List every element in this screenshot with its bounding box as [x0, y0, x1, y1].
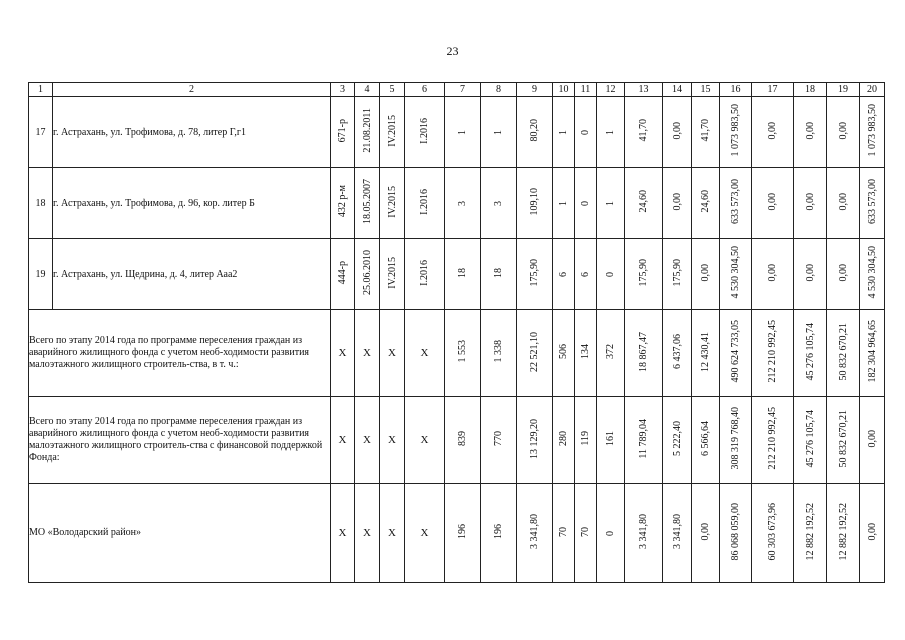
- value-cell: [692, 484, 720, 583]
- value-cell: [827, 310, 860, 397]
- value-text: 0,00: [837, 121, 849, 140]
- value-text: 6: [558, 271, 569, 277]
- value-cell: [720, 397, 752, 484]
- value-cell: [575, 239, 597, 310]
- value-cell: [331, 397, 355, 484]
- value-text: 0,00: [767, 121, 778, 140]
- x-mark: X: [420, 527, 429, 539]
- value-text: 0: [605, 530, 616, 536]
- value-cell: [575, 97, 597, 168]
- header-cell: 7: [445, 83, 481, 97]
- value-text: 0,00: [804, 192, 816, 211]
- header-cell: 8: [481, 83, 517, 97]
- value-cell: [860, 97, 885, 168]
- value-text: 196: [493, 524, 504, 539]
- value-text: 12 882 192,52: [804, 502, 816, 561]
- value-text: 80,20: [529, 119, 540, 142]
- header-cell: 6: [405, 83, 445, 97]
- value-cell: [405, 310, 445, 397]
- value-text: 175,90: [671, 258, 683, 287]
- header-cell: 17: [752, 83, 794, 97]
- value-cell: [445, 484, 481, 583]
- total-label: Всего по этапу 2014 года по программе переселения граждан из аварийного жилищного фонда с учетом необ-ходимости развития малоэтажного жилищного строитель-ства с финансовой поддержкой Фонда:: [29, 397, 331, 484]
- value-cell: [663, 239, 692, 310]
- value-cell: [380, 168, 405, 239]
- value-text: 0,00: [767, 192, 778, 211]
- value-text: 22 521,10: [529, 331, 540, 372]
- value-cell: [445, 310, 481, 397]
- value-text: 506: [558, 344, 569, 359]
- row-number: 19: [29, 239, 53, 310]
- value-cell: [517, 97, 553, 168]
- value-text: 70: [558, 526, 569, 537]
- value-cell: [625, 484, 663, 583]
- value-text: 50 832 670,21: [837, 322, 849, 381]
- value-cell: [752, 397, 794, 484]
- value-cell: [445, 168, 481, 239]
- value-cell: [752, 97, 794, 168]
- x-mark: X: [338, 347, 347, 359]
- value-text: 3 341,80: [671, 514, 683, 549]
- value-cell: [517, 310, 553, 397]
- value-cell: [405, 397, 445, 484]
- value-text: 3: [457, 200, 468, 206]
- value-cell: [794, 168, 827, 239]
- header-cell: 1: [29, 83, 53, 97]
- value-cell: [663, 97, 692, 168]
- value-text: 0,00: [837, 263, 849, 282]
- value-text: 432 р-м: [337, 185, 348, 218]
- value-text: 770: [493, 431, 504, 446]
- value-cell: [663, 168, 692, 239]
- value-text: 18: [493, 267, 504, 278]
- value-text: 4 530 304,50: [866, 246, 878, 299]
- value-text: 1: [605, 129, 616, 135]
- value-text: 196: [457, 524, 468, 539]
- value-cell: [720, 239, 752, 310]
- x-mark: X: [363, 434, 371, 446]
- value-cell: [625, 97, 663, 168]
- value-cell: [597, 310, 625, 397]
- value-text: 25.06.2010: [361, 250, 373, 295]
- value-text: 1 073 983,50: [730, 104, 741, 157]
- value-text: 280: [558, 431, 569, 446]
- value-text: 0: [580, 129, 591, 135]
- value-cell: [575, 168, 597, 239]
- value-text: 0: [580, 200, 591, 206]
- value-text: 6: [580, 271, 591, 277]
- header-cell: 4: [355, 83, 380, 97]
- value-text: 24,60: [700, 190, 711, 213]
- value-cell: [827, 97, 860, 168]
- value-cell: [355, 310, 380, 397]
- value-cell: [553, 97, 575, 168]
- value-text: 444-р: [337, 260, 348, 285]
- value-cell: [720, 168, 752, 239]
- value-cell: [827, 239, 860, 310]
- value-cell: [355, 484, 380, 583]
- data-table: [28, 82, 885, 583]
- value-cell: [692, 97, 720, 168]
- value-text: 11 789,04: [638, 418, 649, 459]
- value-text: 13 129,20: [529, 418, 540, 459]
- header-cell: 13: [625, 83, 663, 97]
- value-text: 1 073 983,50: [866, 104, 878, 157]
- value-text: 41,70: [638, 119, 649, 142]
- header-cell: 19: [827, 83, 860, 97]
- value-cell: [692, 310, 720, 397]
- value-text: 839: [457, 431, 468, 446]
- header-cell: 11: [575, 83, 597, 97]
- value-text: 86 068 059,00: [730, 502, 741, 561]
- value-cell: [355, 97, 380, 168]
- value-cell: [331, 97, 355, 168]
- value-text: 41,70: [700, 119, 711, 142]
- value-text: IV.2015: [386, 114, 398, 147]
- value-cell: [445, 97, 481, 168]
- header-cell: 9: [517, 83, 553, 97]
- value-text: I.2016: [419, 117, 430, 144]
- value-text: 633 573,00: [866, 179, 878, 224]
- x-mark: X: [420, 434, 429, 446]
- value-cell: [405, 97, 445, 168]
- value-text: 1: [457, 129, 468, 135]
- value-cell: [720, 484, 752, 583]
- row-number: 17: [29, 97, 53, 168]
- value-cell: [331, 239, 355, 310]
- value-cell: [481, 239, 517, 310]
- value-text: 633 573,00: [730, 179, 741, 224]
- value-cell: [405, 239, 445, 310]
- value-cell: [663, 397, 692, 484]
- value-cell: [517, 484, 553, 583]
- value-text: I.2016: [419, 259, 430, 286]
- value-cell: [692, 168, 720, 239]
- value-text: 0,00: [700, 263, 711, 282]
- value-text: 182 304 964,65: [866, 320, 878, 383]
- value-text: 490 624 733,05: [730, 320, 741, 383]
- value-text: 0,00: [700, 522, 711, 541]
- header-cell: 3: [331, 83, 355, 97]
- value-cell: [794, 397, 827, 484]
- value-cell: [575, 397, 597, 484]
- value-cell: [597, 484, 625, 583]
- value-text: 1: [605, 200, 616, 206]
- value-cell: [575, 484, 597, 583]
- value-text: 18: [457, 267, 468, 278]
- value-cell: [625, 168, 663, 239]
- value-cell: [380, 397, 405, 484]
- value-text: 175,90: [529, 258, 540, 287]
- value-cell: [597, 397, 625, 484]
- value-text: 671-р: [337, 118, 348, 143]
- value-cell: [517, 239, 553, 310]
- value-text: 18.05.2007: [361, 179, 373, 224]
- value-text: 0,00: [866, 522, 878, 541]
- value-cell: [720, 310, 752, 397]
- value-cell: [517, 397, 553, 484]
- value-text: IV.2015: [386, 185, 398, 218]
- value-text: 6 566,64: [700, 421, 711, 456]
- value-cell: [445, 239, 481, 310]
- value-text: 0,00: [804, 263, 816, 282]
- value-text: 1 553: [457, 340, 468, 363]
- value-cell: [481, 168, 517, 239]
- x-mark: X: [363, 347, 371, 359]
- value-text: 3 341,80: [638, 514, 649, 549]
- value-cell: [481, 310, 517, 397]
- header-cell: 15: [692, 83, 720, 97]
- x-mark: X: [338, 434, 347, 446]
- value-text: 109,10: [529, 187, 540, 216]
- header-cell: 18: [794, 83, 827, 97]
- value-cell: [663, 484, 692, 583]
- value-cell: [827, 168, 860, 239]
- value-cell: [445, 397, 481, 484]
- header-cell: 14: [663, 83, 692, 97]
- value-text: 134: [580, 344, 591, 359]
- value-text: 0,00: [837, 192, 849, 211]
- value-text: 1 338: [493, 340, 504, 363]
- value-cell: [860, 168, 885, 239]
- value-cell: [752, 484, 794, 583]
- value-cell: [720, 97, 752, 168]
- header-row: [29, 83, 885, 97]
- value-cell: [553, 168, 575, 239]
- x-mark: X: [420, 347, 429, 359]
- value-cell: [380, 484, 405, 583]
- total-row: [29, 310, 885, 397]
- value-cell: [553, 239, 575, 310]
- value-cell: [794, 97, 827, 168]
- value-text: 21.08.2011: [361, 108, 373, 153]
- row-number: 18: [29, 168, 53, 239]
- value-cell: [517, 168, 553, 239]
- table-row: [29, 97, 885, 168]
- value-cell: [794, 484, 827, 583]
- address-cell: г. Астрахань, ул. Щедрина, д. 4, литер Ааа2: [53, 239, 331, 310]
- value-text: 45 276 105,74: [804, 409, 816, 468]
- value-text: 1: [493, 129, 504, 135]
- value-cell: [752, 168, 794, 239]
- value-cell: [481, 97, 517, 168]
- x-mark: X: [388, 434, 396, 446]
- value-text: 119: [580, 431, 591, 446]
- value-text: 0,00: [804, 121, 816, 140]
- x-mark: X: [388, 527, 396, 539]
- value-text: 1: [558, 129, 569, 135]
- value-cell: [692, 239, 720, 310]
- value-text: 45 276 105,74: [804, 322, 816, 381]
- header-cell: 10: [553, 83, 575, 97]
- value-text: 5 222,40: [671, 421, 683, 456]
- value-cell: [380, 97, 405, 168]
- value-cell: [553, 310, 575, 397]
- header-cell: 16: [720, 83, 752, 97]
- value-cell: [827, 397, 860, 484]
- value-cell: [355, 239, 380, 310]
- value-cell: [597, 168, 625, 239]
- value-cell: [331, 484, 355, 583]
- value-cell: [692, 397, 720, 484]
- value-cell: [553, 397, 575, 484]
- value-text: I.2016: [419, 188, 430, 215]
- page-number: 23: [446, 44, 459, 58]
- x-mark: X: [388, 347, 396, 359]
- value-cell: [405, 484, 445, 583]
- value-cell: [625, 310, 663, 397]
- value-cell: [380, 239, 405, 310]
- value-cell: [625, 239, 663, 310]
- value-cell: [355, 168, 380, 239]
- address-cell: г. Астрахань, ул. Трофимова, д. 96, кор. литер Б: [53, 168, 331, 239]
- value-cell: [597, 239, 625, 310]
- value-text: 6 437,06: [671, 334, 683, 369]
- table-row: [29, 168, 885, 239]
- value-cell: [575, 310, 597, 397]
- table-row: [29, 239, 885, 310]
- value-text: 60 303 673,96: [767, 502, 778, 561]
- value-cell: [752, 310, 794, 397]
- value-text: 24,60: [638, 190, 649, 213]
- value-cell: [860, 397, 885, 484]
- value-cell: [331, 310, 355, 397]
- total-label: Всего по этапу 2014 года по программе переселения граждан из аварийного жилищного фонда с учетом необ-ходимости развития малоэтажного жилищного строитель-ства, в т. ч.:: [29, 310, 331, 397]
- header-cell: 20: [860, 83, 885, 97]
- value-text: 0,00: [671, 121, 683, 140]
- value-cell: [553, 484, 575, 583]
- address-cell: г. Астрахань, ул. Трофимова, д. 78, литер Г,г1: [53, 97, 331, 168]
- value-cell: [860, 484, 885, 583]
- value-text: 212 210 992,45: [767, 320, 778, 383]
- x-mark: X: [363, 527, 371, 539]
- value-text: 372: [605, 344, 616, 359]
- value-cell: [597, 97, 625, 168]
- value-text: 4 530 304,50: [730, 246, 741, 299]
- value-text: 1: [558, 200, 569, 206]
- value-cell: [794, 239, 827, 310]
- total-label: МО «Володарский район»: [29, 484, 331, 583]
- value-text: 12 882 192,52: [837, 502, 849, 561]
- value-cell: [380, 310, 405, 397]
- value-cell: [752, 239, 794, 310]
- x-mark: X: [338, 527, 347, 539]
- value-cell: [663, 310, 692, 397]
- value-cell: [355, 397, 380, 484]
- value-text: 0,00: [866, 429, 878, 448]
- value-text: 0,00: [671, 192, 683, 211]
- value-text: 18 867,47: [638, 331, 649, 372]
- value-text: 3: [493, 200, 504, 206]
- value-text: 0,00: [767, 263, 778, 282]
- value-text: 50 832 670,21: [837, 409, 849, 468]
- header-cell: 2: [53, 83, 331, 97]
- value-cell: [794, 310, 827, 397]
- value-text: IV.2015: [386, 256, 398, 289]
- value-cell: [827, 484, 860, 583]
- value-text: 161: [605, 431, 616, 446]
- value-text: 175,90: [638, 258, 649, 287]
- value-text: 212 210 992,45: [767, 407, 778, 470]
- value-cell: [331, 168, 355, 239]
- value-cell: [860, 239, 885, 310]
- value-cell: [405, 168, 445, 239]
- value-cell: [625, 397, 663, 484]
- total-row: [29, 484, 885, 583]
- value-text: 12 430,41: [700, 331, 711, 372]
- value-text: 0: [605, 271, 616, 277]
- header-cell: 12: [597, 83, 625, 97]
- value-text: 70: [580, 526, 591, 537]
- value-cell: [481, 397, 517, 484]
- header-cell: 5: [380, 83, 405, 97]
- value-text: 308 319 768,40: [730, 407, 741, 470]
- value-cell: [481, 484, 517, 583]
- value-text: 3 341,80: [529, 514, 540, 549]
- total-row: [29, 397, 885, 484]
- value-cell: [860, 310, 885, 397]
